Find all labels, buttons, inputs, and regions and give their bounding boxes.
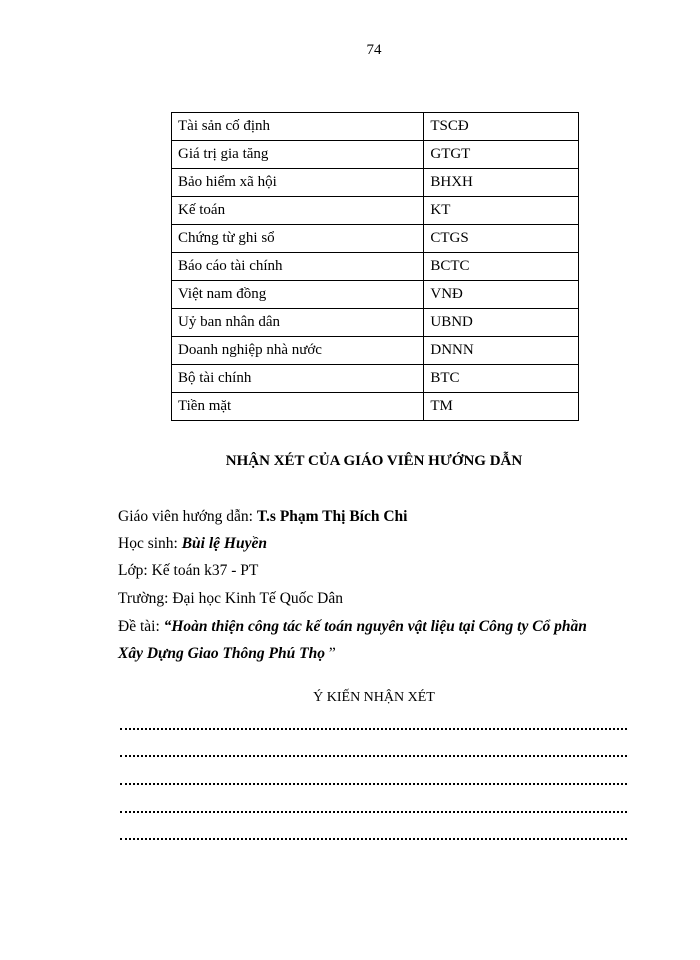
topic-close-quote: ”: [324, 645, 336, 662]
term-cell: Bộ tài chính: [172, 365, 424, 393]
term-cell: Kế toán: [172, 197, 424, 225]
table-row: [172, 225, 579, 253]
abbr-cell: UBND: [424, 309, 579, 337]
abbr-cell: DNNN: [424, 337, 579, 365]
dotted-line: [120, 783, 627, 785]
table-row: [172, 113, 579, 141]
table-row: [172, 337, 579, 365]
abbr-cell: CTGS: [424, 225, 579, 253]
table-row: [172, 169, 579, 197]
dotted-line: [120, 838, 627, 840]
topic-line: [118, 618, 587, 636]
abbr-cell: GTGT: [424, 141, 579, 169]
term-cell: Giá trị gia tăng: [172, 141, 424, 169]
term-cell: Doanh nghiệp nhà nước: [172, 337, 424, 365]
table-row: [172, 393, 579, 421]
abbr-cell: KT: [424, 197, 579, 225]
teacher-name: T.s Phạm Thị Bích Chi: [256, 508, 408, 525]
dotted-line: [120, 811, 627, 813]
abbr-cell: VNĐ: [424, 281, 579, 309]
abbr-cell: TSCĐ: [424, 113, 579, 141]
abbr-cell: BHXH: [424, 169, 579, 197]
abbr-cell: BCTC: [424, 253, 579, 281]
dotted-line: [120, 728, 627, 730]
abbr-cell: TM: [424, 393, 579, 421]
topic-title-line2: Xây Dựng Giao Thông Phú Thọ: [118, 645, 325, 662]
term-cell: Tiền mặt: [172, 393, 424, 421]
teacher-line: [118, 508, 407, 526]
topic-title-line1: “Hoàn thiện công tác kế toán nguyên vật liệu tại Công ty Cổ phần: [163, 618, 587, 635]
term-cell: Việt nam đồng: [172, 281, 424, 309]
opinion-title: Ý KIẾN NHẬN XÉT: [313, 690, 435, 705]
table-row: [172, 365, 579, 393]
table-row: [172, 253, 579, 281]
student-label: Học sinh:: [118, 535, 182, 552]
dotted-line: [120, 755, 627, 757]
term-cell: Uỷ ban nhân dân: [172, 309, 424, 337]
abbr-cell: BTC: [424, 365, 579, 393]
student-name: Bùi lệ Huyền: [181, 535, 267, 552]
table-row: [172, 141, 579, 169]
term-cell: Bảo hiểm xã hội: [172, 169, 424, 197]
term-cell: Tài sản cố định: [172, 113, 424, 141]
section-title: NHẬN XÉT CỦA GIÁO VIÊN HƯỚNG DẪN: [225, 453, 523, 469]
page-number: 74: [366, 42, 382, 58]
table-row: [172, 197, 579, 225]
table-row: [172, 309, 579, 337]
topic-line-2: [118, 645, 336, 663]
topic-label: Đề tài:: [118, 618, 164, 635]
student-line: [118, 535, 267, 553]
school-line: Trường: Đại học Kinh Tế Quốc Dân: [118, 590, 343, 607]
term-cell: Báo cáo tài chính: [172, 253, 424, 281]
abbreviation-table: [171, 112, 579, 421]
class-line: Lớp: Kế toán k37 - PT: [118, 562, 259, 579]
table-row: [172, 281, 579, 309]
teacher-label: Giáo viên hướng dẫn:: [118, 508, 257, 525]
term-cell: Chứng từ ghi sổ: [172, 225, 424, 253]
